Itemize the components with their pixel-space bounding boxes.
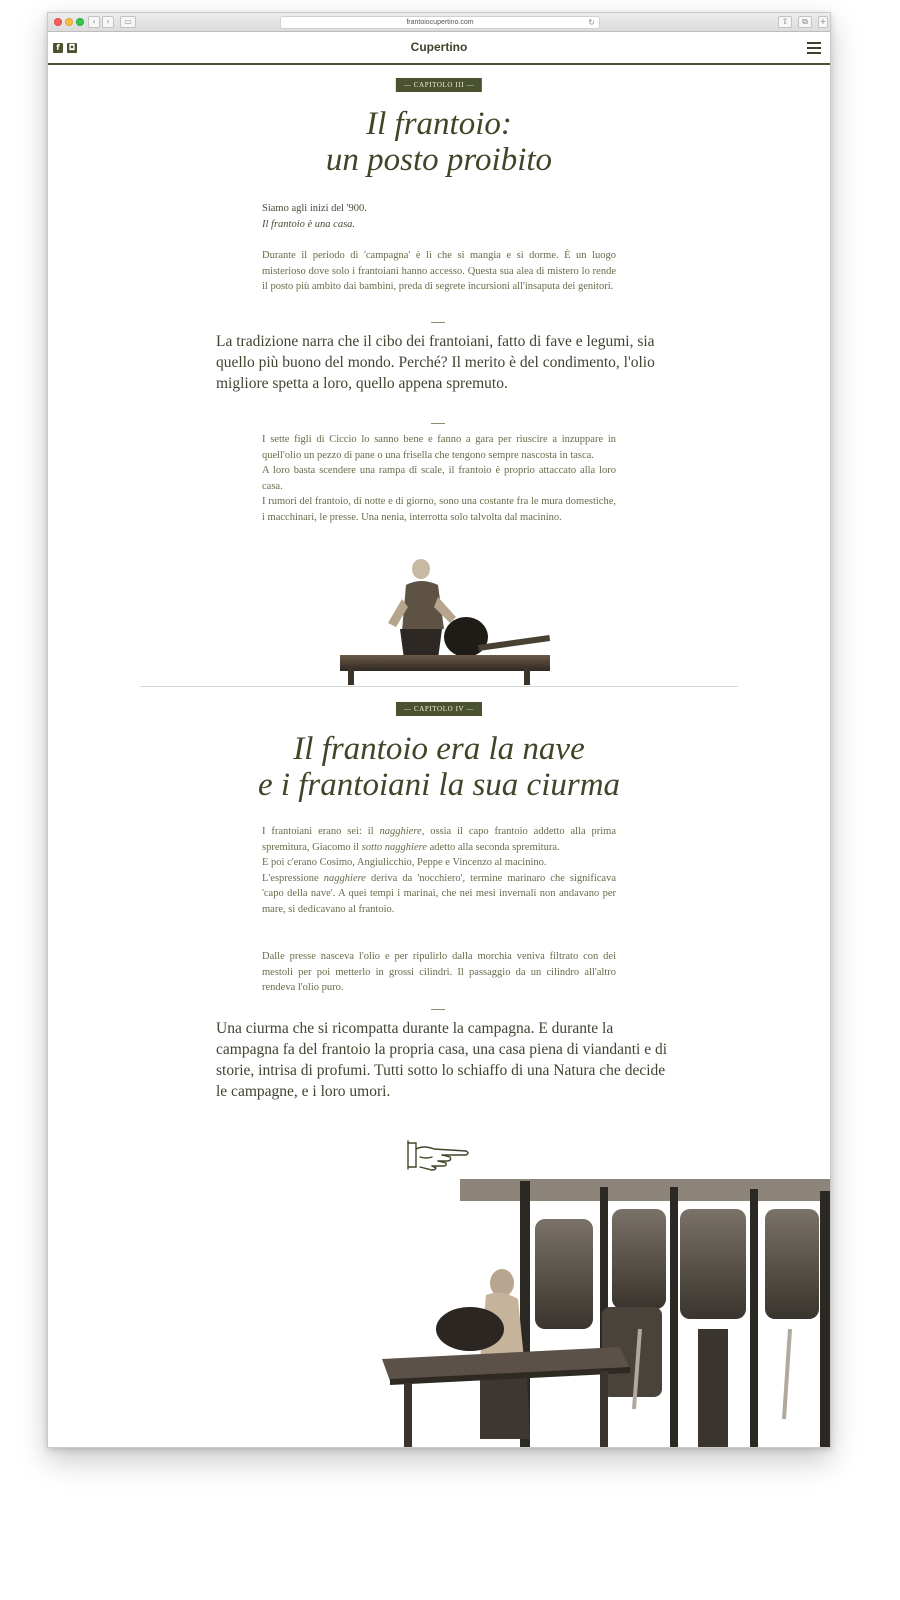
- text-run: nagghiere: [379, 826, 422, 837]
- menu-icon[interactable]: [807, 42, 821, 54]
- separator: [431, 1009, 445, 1010]
- press-room-photo: [380, 1179, 831, 1448]
- facebook-icon[interactable]: f: [53, 43, 63, 53]
- text-run: adetto alla seconda spremitura.: [426, 841, 560, 853]
- pull-quote: Una ciurma che si ricompatta durante la campagna. E durante la campagna fa del frantoio la propria casa, una casa piena di viandanti e di storie, intrisa di profumi. Tutti sotto lo schiaffo di una Natura che decide le campagne, e i loro umori.: [216, 1020, 668, 1100]
- miller-photo: [338, 559, 550, 685]
- separator: [431, 423, 445, 424]
- sidebar-icon[interactable]: ▭: [120, 16, 136, 28]
- browser-toolbar: [48, 13, 830, 32]
- paragraph-text: Durante il periodo di 'campagna' è lì che si mangia e si dorme. È un luogo misterioso dove solo i frantoiani hanno accesso. Questa sua alea di mistero lo rende il posto più ambito dai bambini, preda di segrete incursioni all'insaputa dei genitori.: [262, 250, 616, 292]
- tabs-icon[interactable]: ⧉: [798, 16, 812, 28]
- text-run: deriva da 'nocchiero', termine marinaro che significava 'capo della nave'. A quei tempi i marinai, che nei mesi invernali non andavano per mare, si dedicavano al frantoio.: [262, 872, 616, 915]
- reload-icon[interactable]: ↻: [588, 18, 595, 27]
- text-run: sotto nagghiere: [361, 841, 427, 853]
- paragraph-text: I rumori del frantoio, di notte e di giorno, sono una costante fra le mura domestiche, i macchinari, le presse. Una nenia, interrotta solo talvolta dal macinino.: [262, 496, 616, 523]
- site-header: [48, 32, 830, 65]
- address-bar[interactable]: [280, 16, 600, 29]
- intro-line: Siamo agli inizi del '900.: [262, 203, 367, 214]
- paragraph-text: E poi c'erano Cosimo, Angiulicchio, Peppe e Vincenzo al macinino.: [262, 857, 547, 868]
- url-text: frantoiocupertino.com: [406, 19, 474, 26]
- pull-quote: La tradizione narra che il cibo dei frantoiani, fatto di fave e legumi, sia quello più buono del mondo. Perché? Il merito è del condimento, l'olio migliore spetta a loro, quello appena spremuto.: [216, 333, 655, 392]
- text-run: I frantoiani erano sei: il: [262, 826, 380, 837]
- chapter-title-line: Il frantoio:: [366, 106, 512, 142]
- forward-icon[interactable]: ›: [102, 16, 114, 28]
- paragraph-text: [262, 824, 616, 855]
- chapter-title: [48, 731, 830, 803]
- back-icon[interactable]: ‹: [88, 16, 100, 28]
- close-window-button[interactable]: [54, 18, 62, 26]
- body-paragraph: [262, 824, 616, 917]
- chapter-badge: — CAPITOLO IV —: [396, 702, 482, 716]
- text-run: nagghiere: [323, 872, 366, 884]
- body-paragraph: [262, 432, 616, 525]
- minimize-window-button[interactable]: [65, 18, 73, 26]
- pointing-hand-icon[interactable]: [406, 1137, 472, 1173]
- intro-line: Il frantoio è una casa.: [262, 218, 356, 230]
- chapter-title-line: un posto proibito: [325, 142, 553, 178]
- zoom-window-button[interactable]: [76, 18, 84, 26]
- paragraph-text: A loro basta scendere una rampa di scale, il frantoio è proprio attaccato alla loro casa.: [262, 465, 616, 492]
- paragraph-text: I sette figli di Ciccio lo sanno bene e fanno a gara per riuscire a inzuppare in quell'olio un pezzo di pane o una frisella che tengono sempre nascosta in tasca.: [262, 434, 616, 461]
- body-paragraph: [262, 248, 616, 295]
- paragraph-text: [262, 871, 616, 918]
- section-divider: [140, 686, 738, 687]
- share-icon[interactable]: ⇧: [778, 16, 792, 28]
- text-run: , ossia il capo frantoio addetto alla prima spremitura, Giacomo il: [262, 826, 616, 853]
- new-tab-icon[interactable]: +: [819, 17, 827, 26]
- intro-text: [262, 201, 616, 232]
- separator: [431, 322, 445, 323]
- chapter-title-line: Il frantoio era la nave: [293, 731, 585, 767]
- chapter-badge: — CAPITOLO III —: [396, 78, 482, 92]
- browser-window: [47, 12, 831, 1448]
- site-logo[interactable]: Cupertino: [410, 40, 468, 54]
- instagram-icon[interactable]: ◘: [68, 43, 76, 52]
- chapter-title: [48, 106, 830, 178]
- text-run: L'espressione: [262, 872, 324, 884]
- paragraph-text: Dalle presse nasceva l'olio e per ripulirlo dalla morchia veniva filtrato con dei mestoli per poi metterlo in grossi cilindri. Il passaggio da un cilindro all'altro rendeva l'olio puro.: [262, 951, 616, 993]
- body-paragraph: [262, 949, 616, 996]
- chapter-title-line: e i frantoiani la sua ciurma: [257, 767, 621, 803]
